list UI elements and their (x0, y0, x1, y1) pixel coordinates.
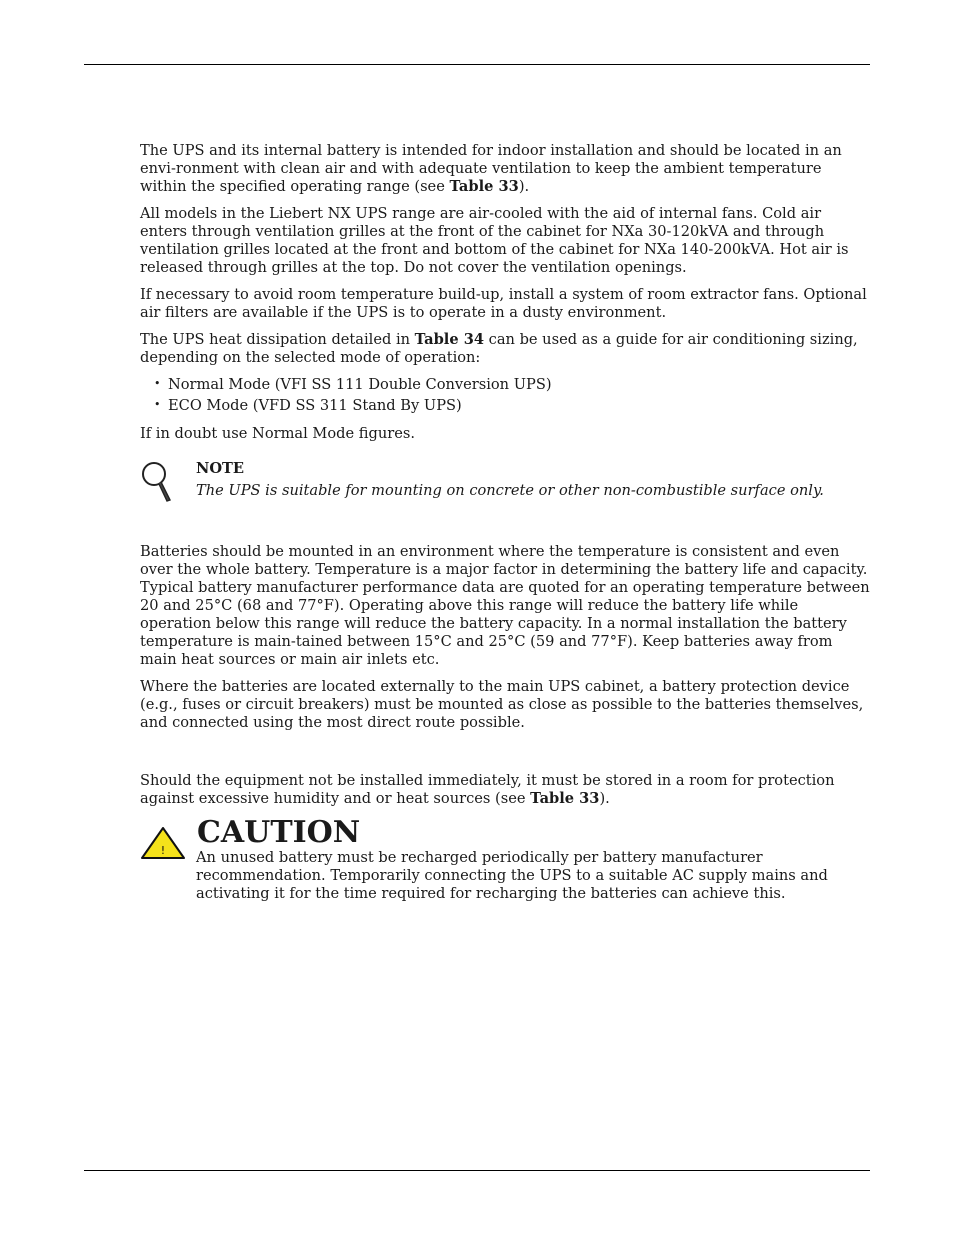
table-33-reference[interactable]: Table 33 (530, 790, 600, 807)
paragraph-battery-temperature: Batteries should be mounted in an environment where the temperature is consistent and even over the whole battery. Temperature is a major factor in determining the battery life and capacity. Typical battery manufacturer performance data are quoted for an operating temperature between 20 and 25°C (68 and 77°F). Operating above this range will reduce the battery life while operation below this range will reduce the battery capacity. In a normal installation the battery temperature is main-tained between 15°C and 25°C (59 and 77°F). Keep batteries away from main heat sources or main air inlets etc. (140, 543, 870, 668)
paragraph-cooling: All models in the Liebert NX UPS range are air-cooled with the aid of internal fans. Cold air enters through ventilation grilles at the front of the cabinet for NXa 30-120kVA and through ventilation grilles located at the front and bottom of the cabinet for NXa 140-200kVA. Hot air is released through grilles at the top. Do not cover the ventilation openings. (140, 205, 849, 276)
note-title: NOTE (196, 460, 245, 477)
magnifier-icon (140, 459, 174, 503)
table-33-reference[interactable]: Table 33 (449, 178, 519, 195)
list-item: • Normal Mode (VFI SS 111 Double Conversion UPS) (154, 376, 854, 397)
caution-body: An unused battery must be recharged periodically per battery manufacturer recommendation. Temporarily connecting the UPS to a suitable AC supply mains and activating it for the time required for recharging the batteries can achieve this. (196, 849, 828, 902)
paragraph-battery-protection: Where the batteries are located externally to the main UPS cabinet, a battery protection device (e.g., fuses or circuit breakers) must be mounted as close as possible to the batteries themselves, and connected using the most direct route possible. (140, 678, 864, 731)
header-rule (84, 64, 870, 65)
paragraph-environment: The UPS and its internal battery is intended for indoor installation and should be located in an envi-ronment with clean air and with adequate ventilation to keep the ambient temperature within the specified operating range (see Table 33). (140, 142, 842, 195)
table-34-reference[interactable]: Table 34 (414, 331, 485, 348)
footer-rule (84, 1170, 870, 1171)
warning-triangle-icon (140, 826, 186, 860)
warning-glyph: ! (160, 844, 166, 857)
paragraph-normal-mode-advice: If in doubt use Normal Mode figures. (140, 425, 415, 442)
operation-mode-list (154, 376, 854, 418)
paragraph-extractor-fans: If necessary to avoid room temperature build-up, install a system of room extractor fans. Optional air filters are available if the UPS is to operate in a dusty environment. (140, 286, 867, 321)
paragraph-storage: Should the equipment not be installed immediately, it must be stored in a room for protection against excessive humidity and or heat sources (see Table 33). (140, 772, 835, 807)
caution-title: CAUTION (197, 815, 361, 850)
paragraph-heat-dissipation: The UPS heat dissipation detailed in Table 34 can be used as a guide for air conditioning sizing, depending on the selected mode of operation: (140, 331, 858, 366)
note-body: The UPS is suitable for mounting on concrete or other non-combustible surface only. (196, 482, 824, 499)
list-item: • ECO Mode (VFD SS 311 Stand By UPS) (154, 397, 854, 418)
